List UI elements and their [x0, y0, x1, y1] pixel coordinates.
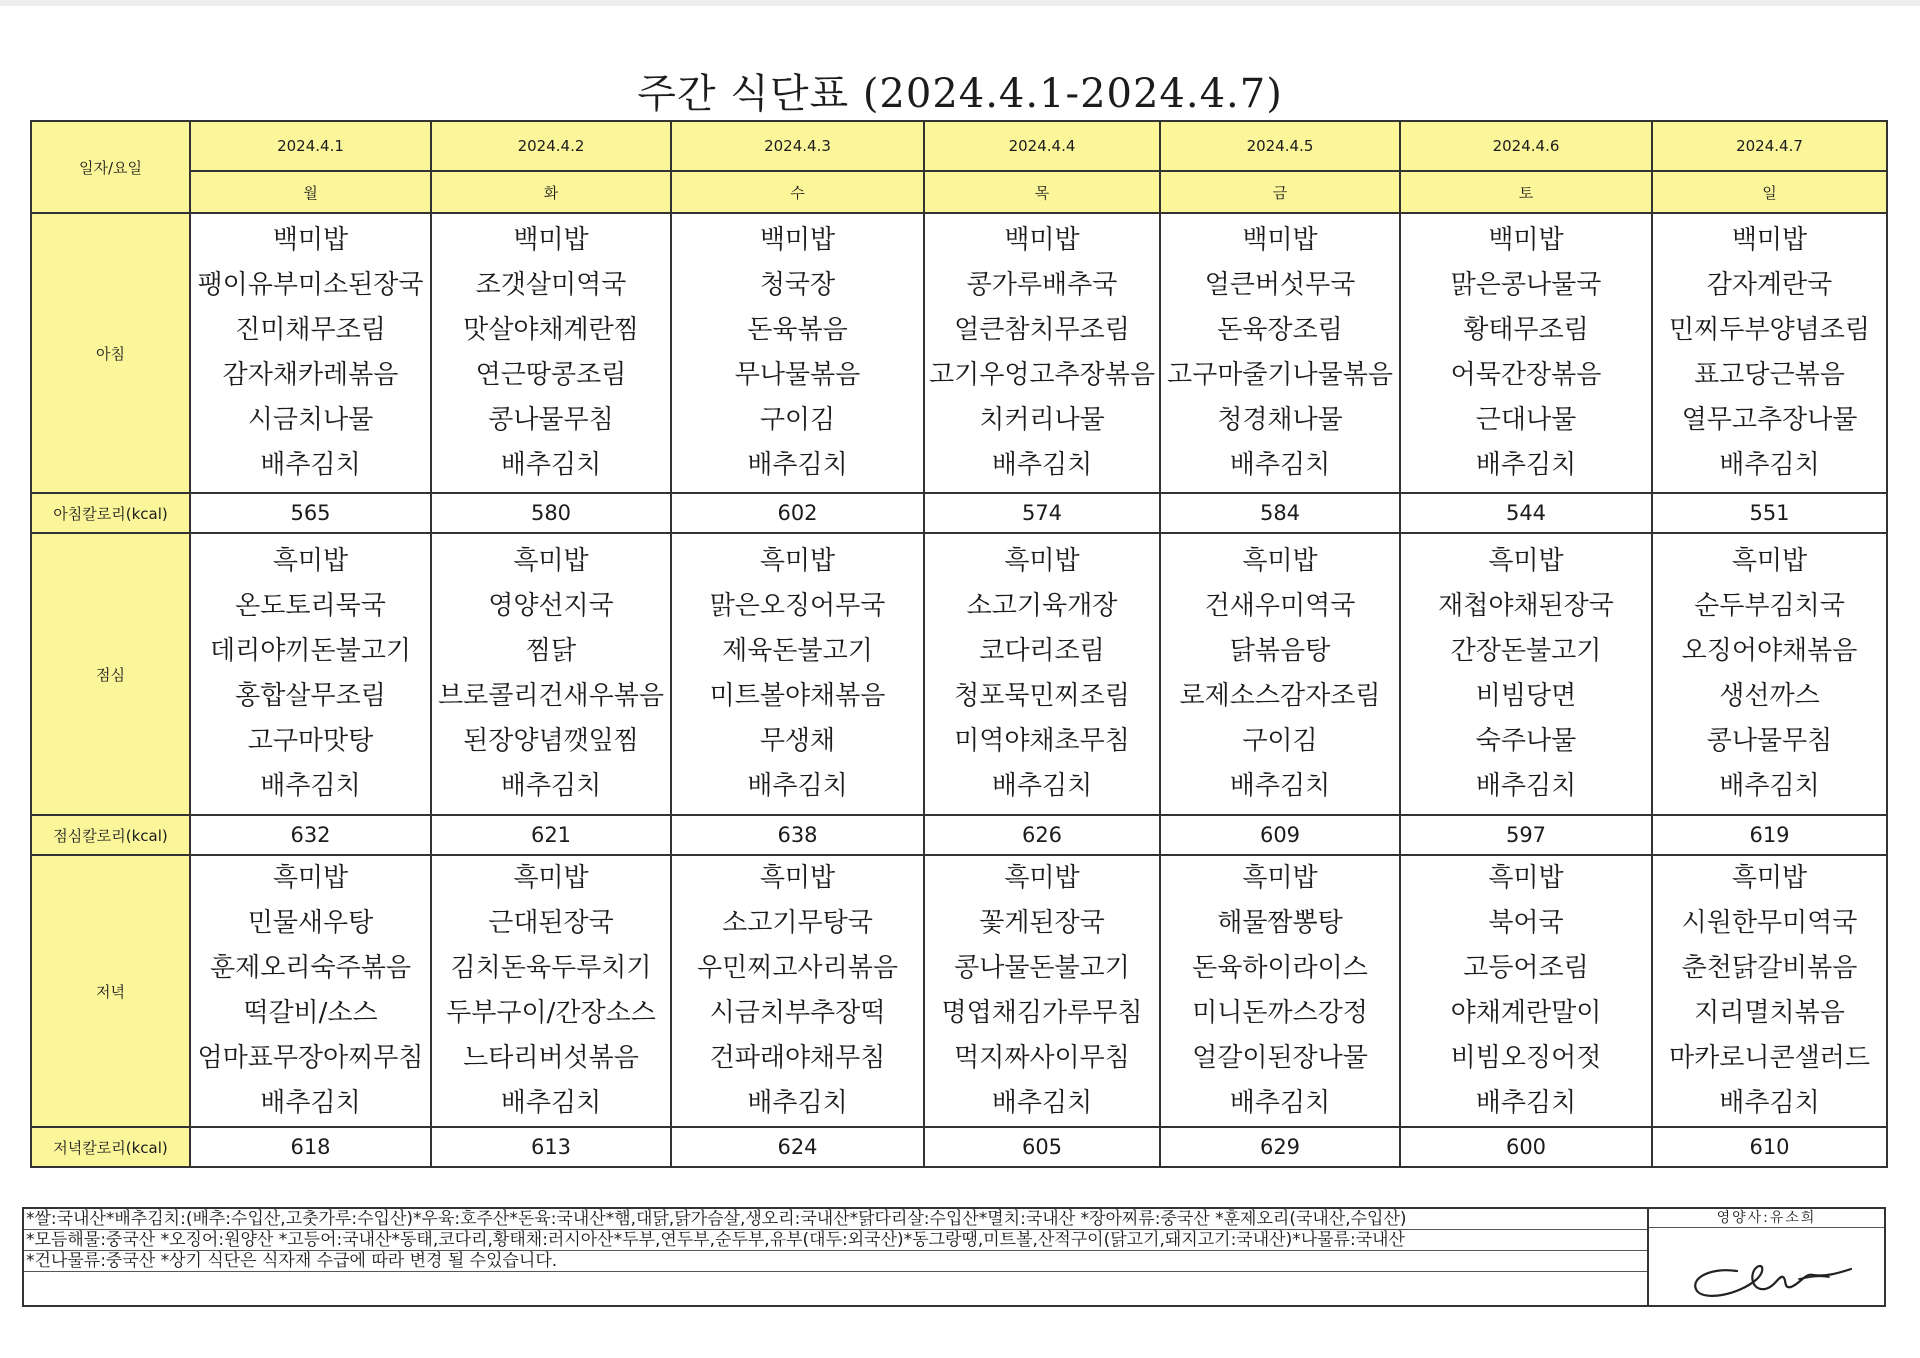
dish-item: 소고기무탕국	[722, 908, 873, 938]
calorie-value: 544	[1400, 493, 1652, 533]
dish-item: 배추김치	[1229, 771, 1331, 801]
signature-box	[1649, 1209, 1884, 1305]
menu-table	[30, 120, 1888, 1168]
weekday-cell: 월	[190, 171, 431, 213]
menu-cell	[1400, 855, 1652, 1127]
dish-item: 두부구이/간장소스	[446, 998, 656, 1028]
weekday-cell: 일	[1652, 171, 1887, 213]
dish-item: 연근땅콩조림	[475, 360, 627, 390]
origin-notes	[24, 1209, 1649, 1305]
dish-item: 생선까스	[1719, 681, 1820, 711]
dish-item: 춘천닭갈비볶음	[1681, 953, 1858, 983]
calorie-value: 602	[671, 493, 924, 533]
dish-item: 백미밥	[1731, 225, 1808, 255]
dish-item: 맑은콩나물국	[1450, 270, 1602, 300]
menu-cell	[1160, 533, 1400, 815]
date-cell: 2024.4.4	[924, 121, 1160, 171]
calorie-value: 632	[190, 815, 431, 855]
menu-cell	[924, 855, 1160, 1127]
dish-item: 시금치나물	[247, 405, 374, 435]
dish-item: 돈육하이라이스	[1192, 953, 1368, 983]
dish-item: 콩나물돈불고기	[954, 953, 1130, 983]
dish-item: 민찌두부양념조림	[1669, 315, 1870, 345]
menu-cell	[190, 533, 431, 815]
dish-item: 고등어조림	[1463, 953, 1589, 983]
dish-item: 고구마맛탕	[247, 726, 374, 756]
dish-item: 황태무조림	[1463, 315, 1589, 345]
dish-item: 구이김	[1242, 726, 1318, 756]
signature-image	[1679, 1233, 1859, 1303]
dish-item: 흑미밥	[1004, 546, 1080, 576]
dish-item: 배추김치	[260, 771, 361, 801]
weekday-cell: 화	[431, 171, 671, 213]
menu-cell	[1652, 855, 1887, 1127]
calorie-label: 아침칼로리(kcal)	[31, 493, 190, 533]
weekday-cell: 수	[671, 171, 924, 213]
dish-item: 건파래야채무침	[709, 1043, 886, 1073]
dish-item: 순두부김치국	[1694, 591, 1845, 621]
calorie-row	[31, 1127, 1887, 1167]
dish-item: 근대된장국	[488, 908, 614, 938]
meal-row	[31, 533, 1887, 815]
dish-item: 비빔당면	[1475, 681, 1577, 711]
date-cell: 2024.4.1	[190, 121, 431, 171]
dish-item: 간장돈불고기	[1450, 636, 1602, 666]
dish-item: 무나물볶음	[734, 360, 861, 390]
weekday-row	[31, 171, 1887, 213]
dish-item: 배추김치	[1475, 1088, 1577, 1118]
dish-item: 시금치부추장떡	[709, 998, 886, 1028]
dish-item: 콩나물무침	[1706, 726, 1833, 756]
menu-cell	[671, 213, 924, 493]
dish-item: 배추김치	[747, 450, 848, 480]
dish-item: 배추김치	[1719, 1088, 1820, 1118]
meal-row	[31, 213, 1887, 493]
dish-item: 흑미밥	[1242, 863, 1318, 893]
calorie-label: 저녁칼로리(kcal)	[31, 1127, 190, 1167]
dish-item: 백미밥	[759, 225, 836, 255]
dish-item: 닭볶음탕	[1229, 636, 1331, 666]
dish-item: 고구마줄기나물볶음	[1166, 360, 1394, 390]
menu-cell	[431, 213, 671, 493]
meal-label: 저녁	[31, 855, 190, 1127]
dish-item: 흑미밥	[513, 546, 589, 576]
dish-item: 감자채카레볶음	[222, 360, 399, 390]
dish-item: 숙주나물	[1475, 726, 1577, 756]
menu-cell	[1652, 533, 1887, 815]
dish-item: 흑미밥	[1731, 863, 1808, 893]
dish-item: 찜닭	[525, 636, 577, 666]
dish-item: 배추김치	[1229, 1088, 1331, 1118]
dish-item: 건새우미역국	[1204, 591, 1356, 621]
dish-item: 훈제오리숙주볶음	[210, 953, 411, 983]
dish-item: 돈육장조림	[1217, 315, 1343, 345]
date-cell: 2024.4.2	[431, 121, 671, 171]
dish-item: 데리야끼돈불고기	[210, 636, 411, 666]
dish-item: 맛살야채계란찜	[463, 315, 639, 345]
dish-item: 배추김치	[991, 1088, 1093, 1118]
dish-item: 표고당근볶음	[1694, 360, 1845, 390]
dish-item: 콩나물무침	[488, 405, 614, 435]
weekday-cell: 토	[1400, 171, 1652, 213]
calorie-value: 621	[431, 815, 671, 855]
dish-item: 꽃게된장국	[979, 908, 1105, 938]
dish-item: 홍합살무조림	[235, 681, 386, 711]
calorie-value: 605	[924, 1127, 1160, 1167]
dish-item: 배추김치	[500, 450, 602, 480]
origin-note-line: *모듬해물:중국산 *오징어:원양산 *고등어:국내산*동태,코다리,황태채:러시아산*두부,연두부,순두부,유부(대두:외국산)*동그랑땡,미트볼,산적구이(닭고기,돼지고기:국내산)*나물류:국내산	[24, 1230, 1647, 1251]
menu-cell	[431, 533, 671, 815]
dish-item: 얼큰참치무조림	[954, 315, 1130, 345]
dish-item: 명엽채김가루무침	[941, 998, 1143, 1028]
menu-cell	[1652, 213, 1887, 493]
dish-item: 브로콜리건새우볶음	[437, 681, 665, 711]
dish-item: 배추김치	[1475, 771, 1577, 801]
menu-cell	[924, 213, 1160, 493]
calorie-value: 574	[924, 493, 1160, 533]
scan-edge	[0, 0, 1920, 6]
dish-item: 배추김치	[1719, 450, 1820, 480]
menu-cell	[671, 533, 924, 815]
dish-item: 미트볼야채볶음	[709, 681, 886, 711]
dish-item: 맑은오징어무국	[709, 591, 886, 621]
calorie-row	[31, 493, 1887, 533]
calorie-value: 584	[1160, 493, 1400, 533]
header-label: 일자/요일	[31, 121, 190, 213]
dish-item: 시원한무미역국	[1681, 908, 1858, 938]
dish-item: 청경채나물	[1217, 405, 1343, 435]
dish-item: 흑미밥	[1731, 546, 1808, 576]
dish-item: 얼큰버섯무국	[1204, 270, 1356, 300]
dish-item: 열무고추장나물	[1681, 405, 1858, 435]
dish-item: 우민찌고사리볶음	[697, 953, 898, 983]
dish-item: 떡갈비/소스	[243, 998, 378, 1028]
dish-item: 로제소스감자조림	[1179, 681, 1381, 711]
menu-cell	[1400, 533, 1652, 815]
dish-item: 흑미밥	[759, 546, 836, 576]
dish-item: 어묵간장볶음	[1450, 360, 1602, 390]
weekday-cell: 목	[924, 171, 1160, 213]
calorie-value: 626	[924, 815, 1160, 855]
dish-item: 진미채무조림	[235, 315, 386, 345]
menu-cell	[190, 855, 431, 1127]
dish-item: 배추김치	[1229, 450, 1331, 480]
menu-cell	[924, 533, 1160, 815]
dish-item: 백미밥	[1488, 225, 1564, 255]
date-cell: 2024.4.6	[1400, 121, 1652, 171]
dish-item: 미니돈까스강정	[1192, 998, 1368, 1028]
dish-item: 코다리조림	[979, 636, 1105, 666]
dish-item: 흑미밥	[759, 863, 836, 893]
dish-item: 북어국	[1488, 908, 1564, 938]
dish-item: 콩가루배추국	[966, 270, 1118, 300]
dish-item: 돈육볶음	[747, 315, 848, 345]
dish-item: 근대나물	[1475, 405, 1577, 435]
calorie-value: 618	[190, 1127, 431, 1167]
dish-item: 먹지짜사이무침	[954, 1043, 1130, 1073]
calorie-value: 638	[671, 815, 924, 855]
dish-item: 배추김치	[500, 771, 602, 801]
dish-item: 비빔오징어젓	[1450, 1043, 1602, 1073]
dish-item: 미역야채초무침	[954, 726, 1130, 756]
dish-item: 흑미밥	[1488, 863, 1564, 893]
dish-item: 영양선지국	[488, 591, 614, 621]
date-cell: 2024.4.5	[1160, 121, 1400, 171]
dish-item: 무생채	[759, 726, 836, 756]
dish-item: 흑미밥	[272, 863, 349, 893]
dish-item: 배추김치	[747, 771, 848, 801]
meal-row	[31, 855, 1887, 1127]
dish-item: 흑미밥	[513, 863, 589, 893]
dish-item: 구이김	[759, 405, 836, 435]
menu-cell	[431, 855, 671, 1127]
dish-item: 배추김치	[747, 1088, 848, 1118]
menu-cell	[1160, 855, 1400, 1127]
dish-item: 야채계란말이	[1450, 998, 1602, 1028]
calorie-value: 624	[671, 1127, 924, 1167]
dish-item: 흑미밥	[272, 546, 349, 576]
dish-item: 치커리나물	[979, 405, 1105, 435]
dish-item: 해물짬뽕탕	[1217, 908, 1343, 938]
dish-item: 백미밥	[272, 225, 349, 255]
calorie-value: 565	[190, 493, 431, 533]
dish-item: 오징어야채볶음	[1681, 636, 1858, 666]
dish-item: 제육돈불고기	[722, 636, 873, 666]
dish-item: 지리멸치볶음	[1694, 998, 1845, 1028]
menu-cell	[190, 213, 431, 493]
dish-item: 민물새우탕	[247, 908, 374, 938]
dish-item: 흑미밥	[1004, 863, 1080, 893]
menu-cell	[1400, 213, 1652, 493]
calorie-value: 551	[1652, 493, 1887, 533]
menu-cell	[671, 855, 924, 1127]
calorie-row	[31, 815, 1887, 855]
calorie-value: 597	[1400, 815, 1652, 855]
dish-item: 느타리버섯볶음	[463, 1043, 639, 1073]
calorie-value: 600	[1400, 1127, 1652, 1167]
dish-item: 된장양념깻잎찜	[463, 726, 639, 756]
origin-note-line: *건나물류:중국산 *상기 식단은 식자재 수급에 따라 변경 될 수있습니다.	[24, 1251, 1647, 1272]
dish-item: 배추김치	[260, 450, 361, 480]
calorie-value: 609	[1160, 815, 1400, 855]
dish-item: 소고기육개장	[966, 591, 1118, 621]
dish-item: 백미밥	[1242, 225, 1318, 255]
dish-item: 흑미밥	[1242, 546, 1318, 576]
dish-item: 청국장	[759, 270, 836, 300]
dish-item: 배추김치	[1719, 771, 1820, 801]
dish-item: 온도토리묵국	[235, 591, 386, 621]
calorie-value: 629	[1160, 1127, 1400, 1167]
dish-item: 배추김치	[1475, 450, 1577, 480]
calorie-label: 점심칼로리(kcal)	[31, 815, 190, 855]
dish-item: 감자계란국	[1706, 270, 1833, 300]
date-cell: 2024.4.3	[671, 121, 924, 171]
calorie-value: 580	[431, 493, 671, 533]
page-title: 주간 식단표 (2024.4.1-2024.4.7)	[637, 71, 1283, 117]
dish-item: 청포묵민찌조림	[954, 681, 1130, 711]
date-row	[31, 121, 1887, 171]
calorie-value: 610	[1652, 1127, 1887, 1167]
date-cell: 2024.4.7	[1652, 121, 1887, 171]
calorie-value: 619	[1652, 815, 1887, 855]
dish-item: 재첩야채된장국	[1438, 591, 1614, 621]
menu-cell	[1160, 213, 1400, 493]
calorie-value: 613	[431, 1127, 671, 1167]
origin-note-line: *쌀:국내산*배추김치:(배추:수입산,고춧가루:수입산)*우육:호주산*돈육:국내산*햄,대닭,닭가슴살,생오리:국내산*닭다리살:수입산*멸치:국내산 *장아찌류:중국산 *훈제오리(국내산,수입산)	[24, 1209, 1647, 1230]
dish-item: 조갯살미역국	[475, 270, 627, 300]
dish-item: 고기우엉고추장볶음	[928, 360, 1156, 390]
footer-box	[22, 1207, 1886, 1307]
dish-item: 백미밥	[513, 225, 589, 255]
weekday-cell: 금	[1160, 171, 1400, 213]
dish-item: 마카로니콘샐러드	[1669, 1043, 1870, 1073]
dish-item: 얼갈이된장나물	[1192, 1043, 1368, 1073]
dish-item: 백미밥	[1004, 225, 1080, 255]
meal-label: 아침	[31, 213, 190, 493]
nutritionist-label: 영양사:유소희	[1649, 1209, 1884, 1228]
dish-item: 배추김치	[991, 450, 1093, 480]
meal-label: 점심	[31, 533, 190, 815]
dish-item: 김치돈육두루치기	[450, 953, 652, 983]
dish-item: 흑미밥	[1488, 546, 1564, 576]
dish-item: 배추김치	[260, 1088, 361, 1118]
dish-item: 배추김치	[500, 1088, 602, 1118]
dish-item: 엄마표무장아찌무침	[197, 1043, 424, 1073]
dish-item: 배추김치	[991, 771, 1093, 801]
dish-item: 팽이유부미소된장국	[197, 270, 424, 300]
